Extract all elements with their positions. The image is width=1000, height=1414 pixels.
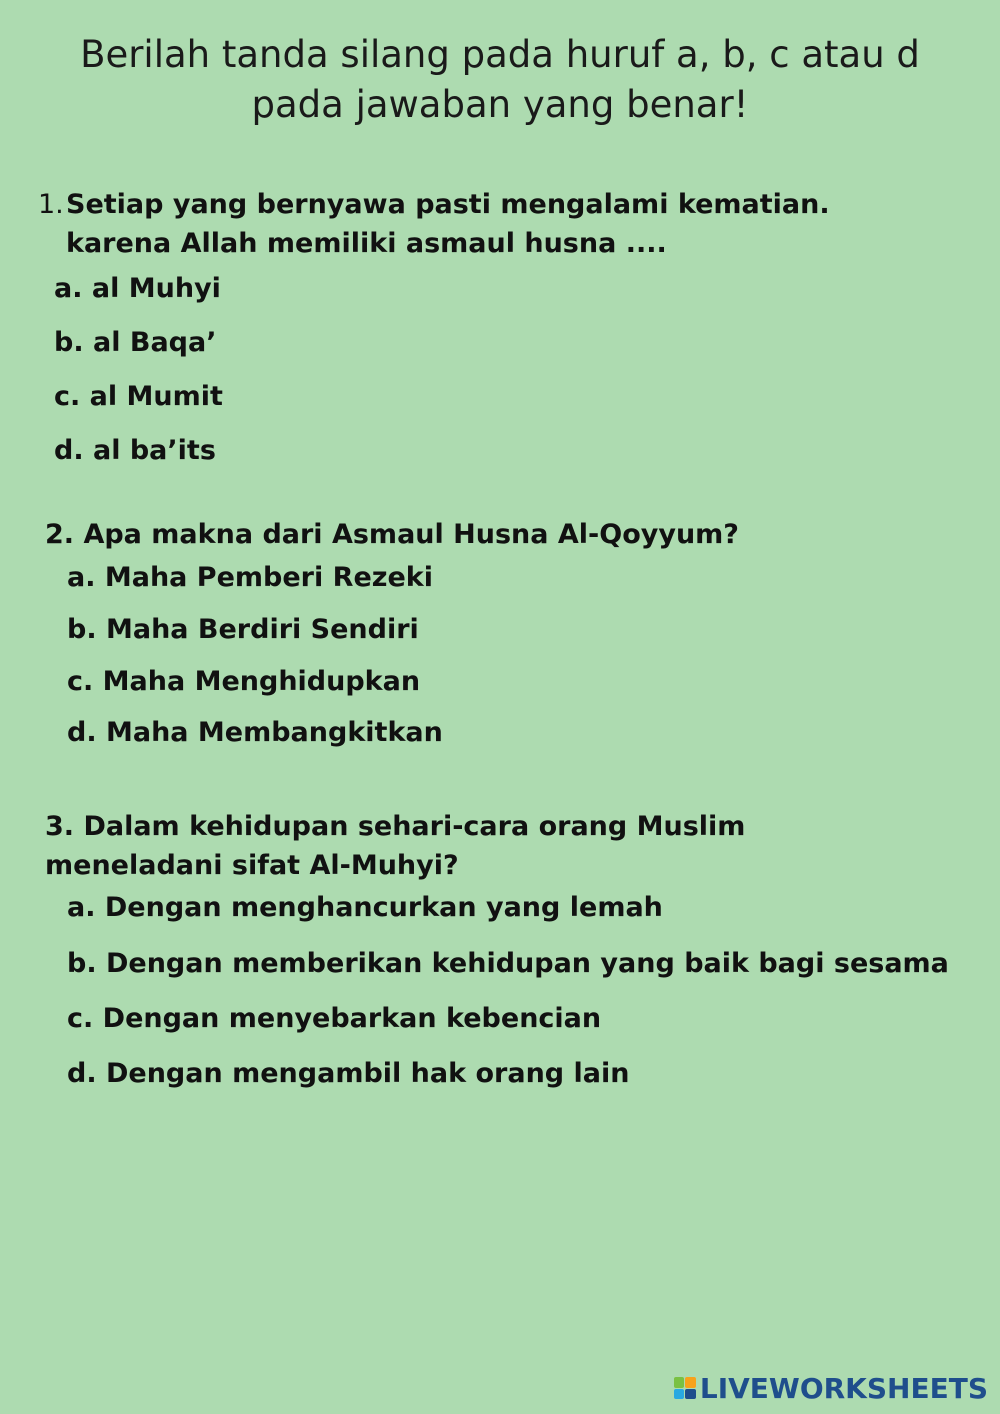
option-2a[interactable]: a. Maha Pemberi Rezeki [67,562,433,593]
option-1d[interactable]: d. al ba’its [54,435,216,466]
option-1a[interactable]: a. al Muhyi [54,273,221,304]
option-2c[interactable]: c. Maha Menghidupkan [67,666,421,697]
option-1b[interactable]: b. al Baqa’ [54,327,217,358]
option-3a[interactable]: a. Dengan menghancurkan yang lemah [67,892,663,923]
option-1c[interactable]: c. al Mumit [54,381,223,412]
instruction-heading: Berilah tanda silang pada huruf a, b, c atau d pada jawaban yang benar! [80,33,920,126]
option-2d[interactable]: d. Maha Membangkitkan [67,717,443,748]
liveworksheets-logo [674,1368,988,1408]
logo-text: LIVEWORKSHEETS [699,1371,988,1405]
question-3 [45,807,865,885]
question-text: Apa makna dari Asmaul Husna Al-Qoyyum? [83,519,739,550]
question-text: Setiap yang bernyawa pasti mengalami kematian. karena Allah memiliki asmaul husna .... [66,189,830,259]
option-3d[interactable]: d. Dengan mengambil hak orang lain [67,1058,630,1089]
option-3b[interactable]: b. Dengan memberikan kehidupan yang baik bagi sesama [67,948,949,979]
option-3c[interactable]: c. Dengan menyebarkan kebencian [67,1003,602,1034]
question-1 [38,185,918,263]
option-2b[interactable]: b. Maha Berdiri Sendiri [67,614,419,645]
question-text: Dalam kehidupan sehari-cara orang Muslim meneladani sifat Al-Muhyi? [45,811,746,881]
liveworksheets-logo-icon [674,1377,696,1399]
question-2 [45,515,945,554]
question-number: 3. [45,811,75,842]
question-number: 1. [38,189,64,220]
question-number: 2. [45,519,75,550]
